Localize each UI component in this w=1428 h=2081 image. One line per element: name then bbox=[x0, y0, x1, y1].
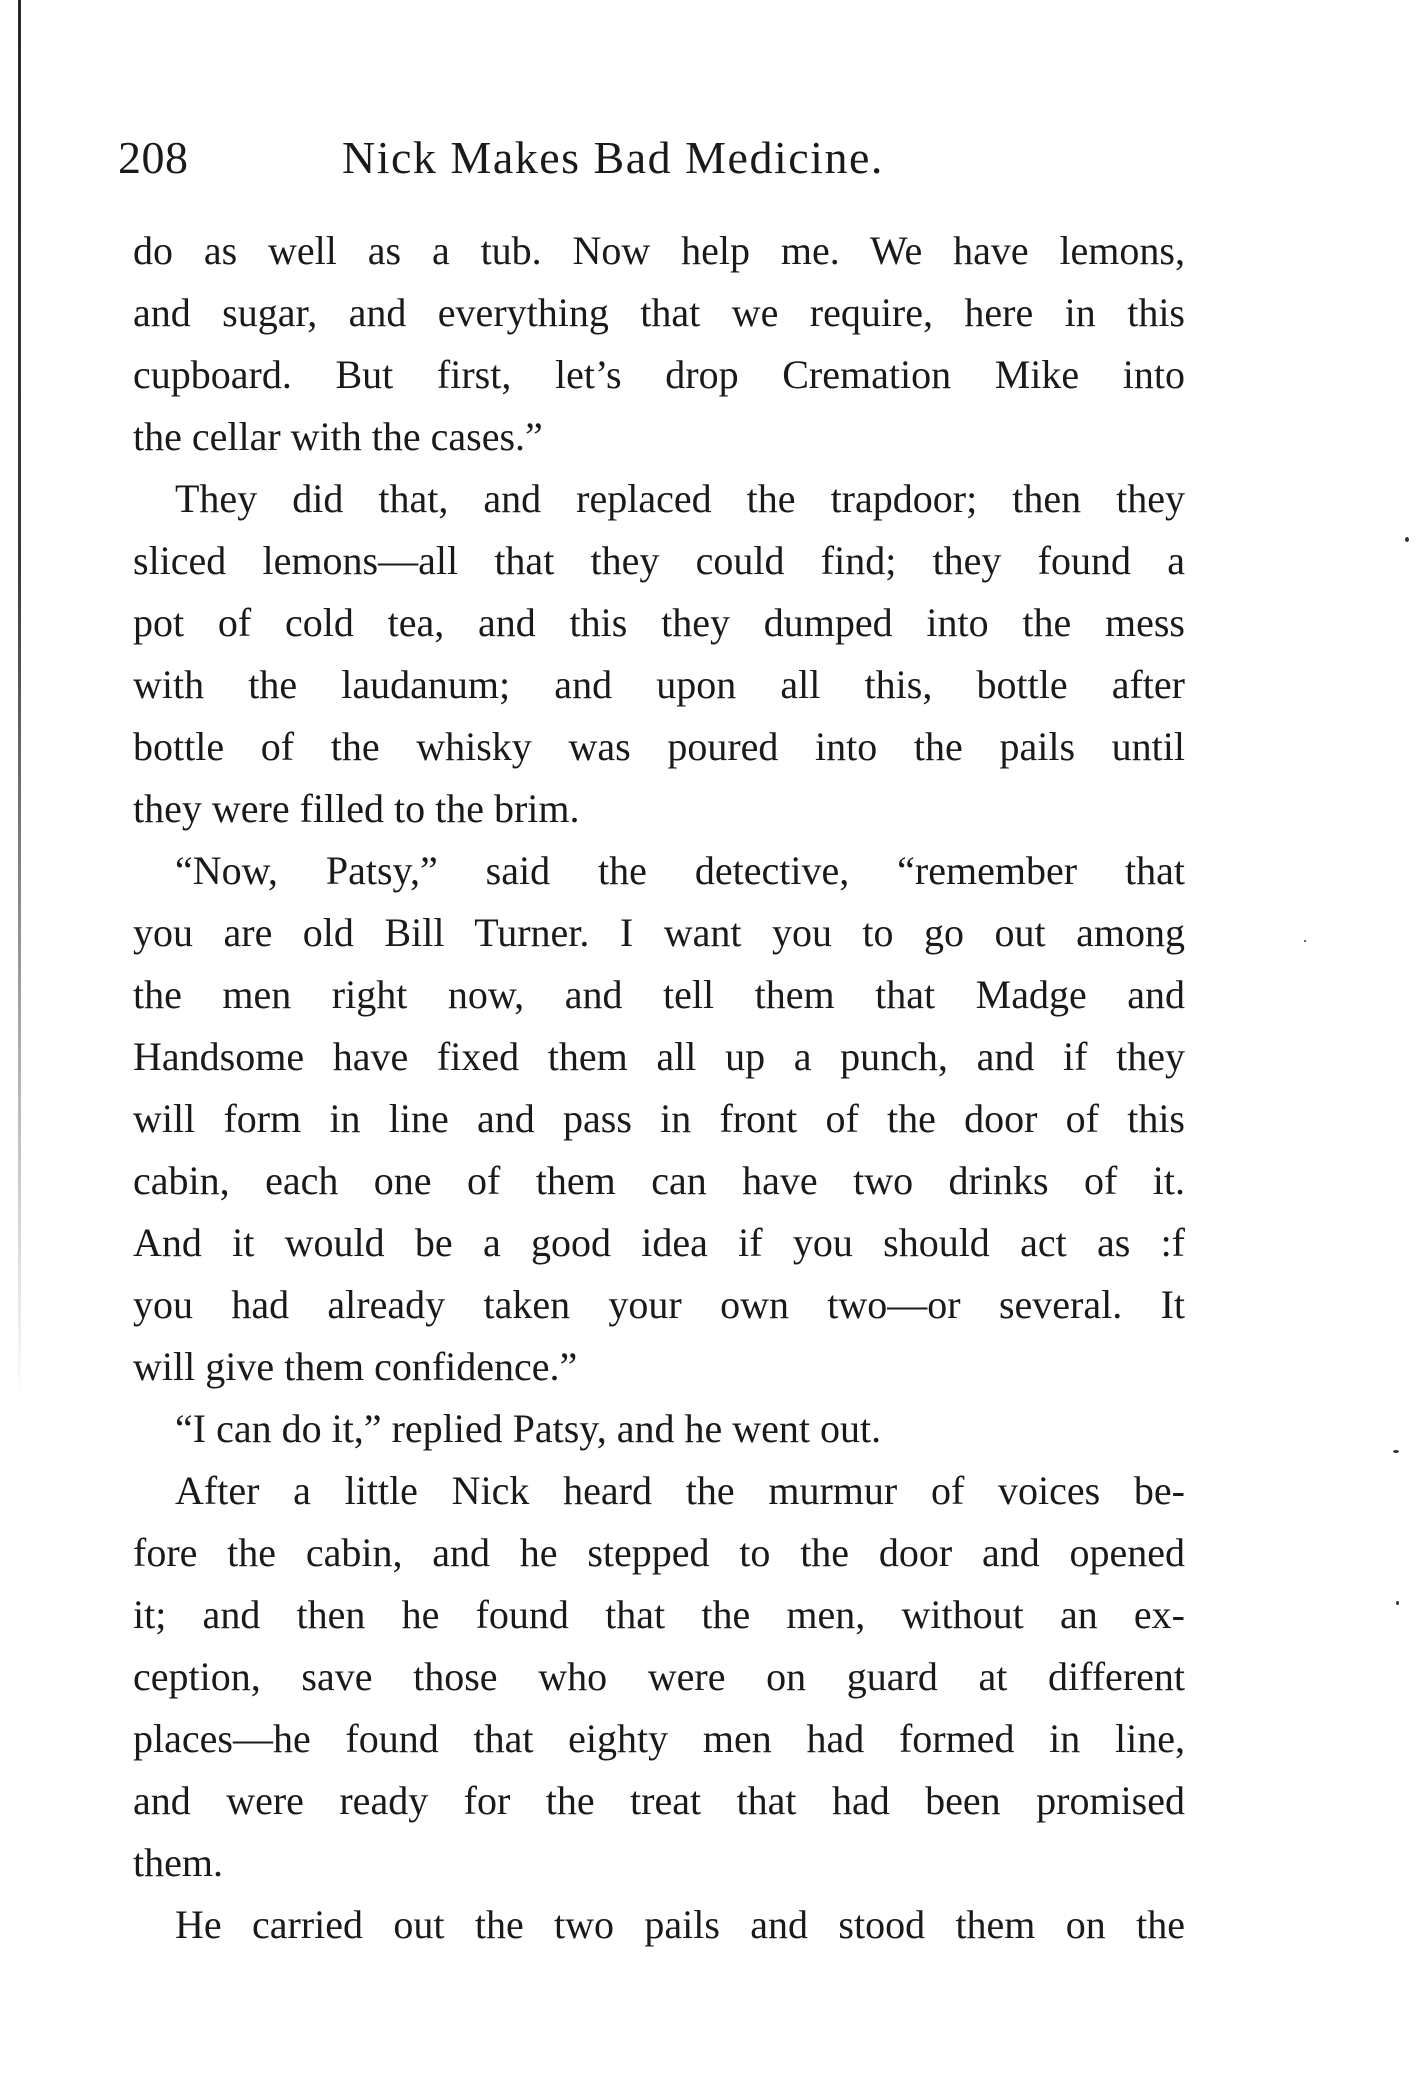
text-line: they were filled to the brim. bbox=[133, 786, 580, 831]
text-line: do as well as a tub. Now help me. We have lemons, bbox=[133, 228, 1185, 273]
text-line: They did that, and replaced the trapdoor; then they bbox=[175, 476, 1185, 521]
page-number: 208 bbox=[118, 132, 189, 183]
ink-speck bbox=[1405, 537, 1409, 542]
text-line: the cellar with the cases.” bbox=[133, 414, 543, 459]
ink-speck bbox=[1396, 1601, 1399, 1605]
text-line: ception, save those who were on guard at different bbox=[133, 1654, 1185, 1699]
scan-margin-edge bbox=[18, 0, 21, 1400]
text-line: them. bbox=[133, 1840, 223, 1885]
page-header bbox=[118, 128, 1198, 188]
text-line: will form in line and pass in front of the door of this bbox=[133, 1096, 1185, 1141]
ink-speck bbox=[1393, 1450, 1399, 1453]
text-line: cabin, each one of them can have two drinks of it. bbox=[133, 1158, 1185, 1203]
text-line: places—he found that eighty men had formed in line, bbox=[133, 1716, 1185, 1761]
text-line: the men right now, and tell them that Madge and bbox=[133, 972, 1185, 1017]
text-line: “Now, Patsy,” said the detective, “remember that bbox=[175, 848, 1185, 893]
text-line: and were ready for the treat that had been promised bbox=[133, 1778, 1185, 1823]
text-line: Handsome have fixed them all up a punch, and if they bbox=[133, 1034, 1185, 1079]
text-line: He carried out the two pails and stood them on the bbox=[175, 1902, 1185, 1947]
text-line: And it would be a good idea if you should act as :f bbox=[133, 1220, 1185, 1265]
text-line: you had already taken your own two—or several. It bbox=[133, 1282, 1185, 1327]
text-line: it; and then he found that the men, without an ex- bbox=[133, 1592, 1185, 1637]
ink-speck bbox=[1304, 940, 1306, 942]
text-line: will give them confidence.” bbox=[133, 1344, 578, 1389]
text-line: with the laudanum; and upon all this, bottle after bbox=[133, 662, 1185, 707]
text-line: pot of cold tea, and this they dumped into the mess bbox=[133, 600, 1185, 645]
text-line: and sugar, and everything that we require, here in this bbox=[133, 290, 1185, 335]
text-line: fore the cabin, and he stepped to the door and opened bbox=[133, 1530, 1185, 1575]
body-text bbox=[133, 220, 1185, 1956]
text-line: After a little Nick heard the murmur of voices be- bbox=[175, 1468, 1185, 1513]
text-line: sliced lemons—all that they could find; they found a bbox=[133, 538, 1185, 583]
text-line: bottle of the whisky was poured into the pails until bbox=[133, 724, 1185, 769]
text-line: you are old Bill Turner. I want you to go out among bbox=[133, 910, 1185, 955]
running-title: Nick Makes Bad Medicine. bbox=[342, 132, 884, 183]
text-line: “I can do it,” replied Patsy, and he went out. bbox=[175, 1406, 882, 1451]
text-line: cupboard. But first, let’s drop Cremation Mike into bbox=[133, 352, 1185, 397]
